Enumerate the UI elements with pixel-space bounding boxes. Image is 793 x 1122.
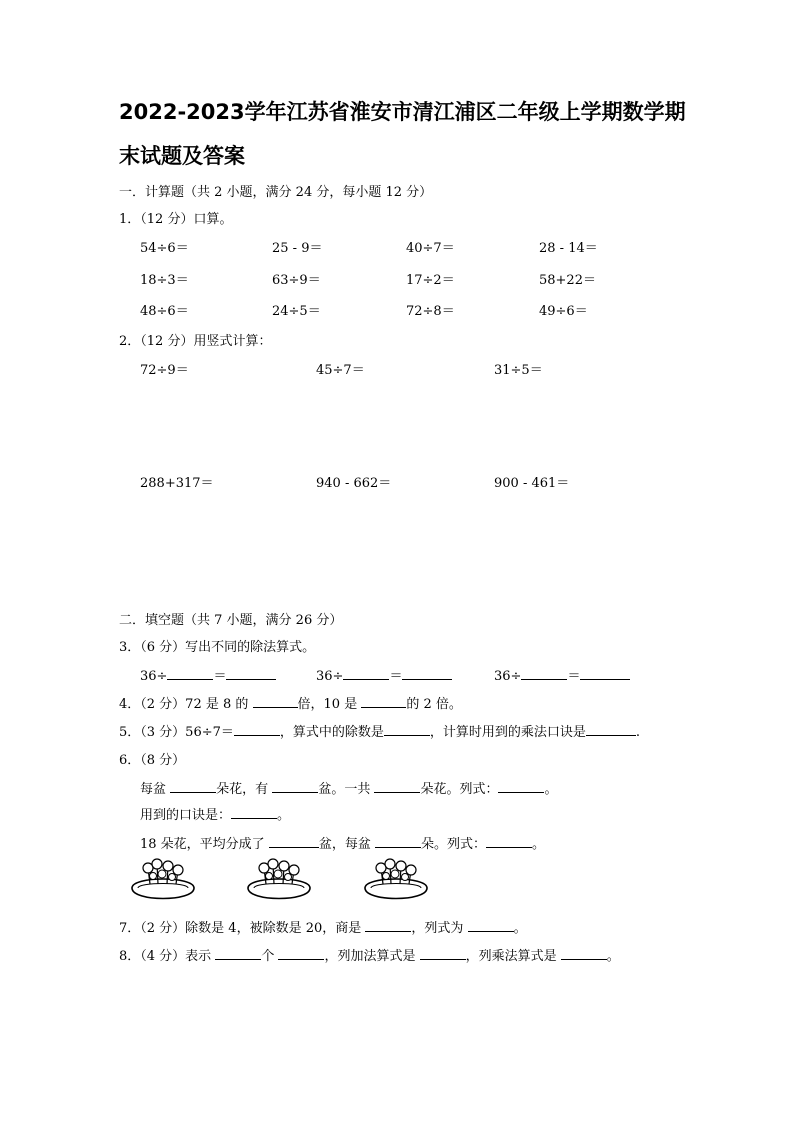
q1-item: 63÷9＝ (272, 273, 321, 288)
answer-blank[interactable] (420, 947, 466, 960)
q6-line3: 18 朵花，平均分成了 盆，每盆 朵。列式： 。 (140, 837, 546, 852)
q3-expression: 36÷ ＝ (494, 665, 630, 684)
q2-item: 31÷5＝ (494, 363, 543, 378)
q8-line: 8．（4 分）表示 个 ，列加法算式是 ，列乘法算式是 。 (119, 949, 620, 964)
q3-expression: 36÷ ＝ (140, 665, 276, 684)
q6-line1: 每盆 朵花，有 盆。一共 朵花。列式： 。 (140, 782, 558, 797)
q3-label: 3．（6 分）写出不同的除法算式。 (119, 640, 316, 655)
answer-blank[interactable] (167, 667, 213, 680)
flower-pots-illustration (130, 856, 430, 904)
q1-item: 18÷3＝ (140, 273, 189, 288)
document-title-line1: 2022-2023学年江苏省淮安市清江浦区二年级上学期数学期 (119, 100, 686, 124)
q1-item: 72÷8＝ (406, 304, 455, 319)
answer-blank[interactable] (498, 780, 544, 793)
answer-blank[interactable] (486, 835, 532, 848)
q6-label: 6．（8 分） (119, 753, 186, 768)
q1-item: 58+22＝ (539, 273, 596, 288)
q2-item: 72÷9＝ (140, 363, 189, 378)
q1-item: 24÷5＝ (272, 304, 321, 319)
answer-blank[interactable] (231, 806, 277, 819)
answer-blank[interactable] (269, 835, 319, 848)
q1-item: 54÷6＝ (140, 241, 189, 256)
section2-header: 二．填空题（共 7 小题，满分 26 分） (119, 613, 343, 628)
answer-blank[interactable] (272, 780, 318, 793)
q2-label: 2．（12 分）用竖式计算： (119, 334, 272, 349)
answer-blank[interactable] (468, 919, 514, 932)
q2-item: 940 - 662＝ (316, 476, 392, 491)
flower-pot-icon (132, 859, 194, 899)
section1-header: 一．计算题（共 2 小题，满分 24 分，每小题 12 分） (119, 185, 433, 200)
q1-label: 1．（12 分）口算。 (119, 212, 233, 227)
answer-blank[interactable] (561, 947, 607, 960)
answer-blank[interactable] (343, 667, 389, 680)
q1-item: 40÷7＝ (406, 241, 455, 256)
answer-blank[interactable] (170, 780, 216, 793)
q3-expression: 36÷ ＝ (316, 665, 452, 684)
q4-line: 4．（2 分）72 是 8 的 倍，10 是 的 2 倍。 (119, 697, 462, 712)
answer-blank[interactable] (253, 695, 298, 708)
answer-blank[interactable] (361, 695, 406, 708)
answer-blank[interactable] (234, 723, 280, 736)
answer-blank[interactable] (278, 947, 324, 960)
answer-blank[interactable] (215, 947, 261, 960)
answer-blank[interactable] (365, 919, 411, 932)
flower-pot-icon (248, 859, 310, 899)
answer-blank[interactable] (375, 835, 421, 848)
q2-item: 288+317＝ (140, 476, 214, 491)
q6-line2: 用到的口诀是： 。 (140, 808, 291, 823)
answer-blank[interactable] (384, 723, 430, 736)
answer-blank[interactable] (521, 667, 567, 680)
answer-blank[interactable] (226, 667, 276, 680)
q1-item: 49÷6＝ (539, 304, 588, 319)
q1-item: 48÷6＝ (140, 304, 189, 319)
answer-blank[interactable] (374, 780, 420, 793)
q2-item: 45÷7＝ (316, 363, 365, 378)
flower-pot-icon (365, 859, 427, 899)
q2-item: 900 - 461＝ (494, 476, 570, 491)
answer-blank[interactable] (586, 723, 636, 736)
q1-item: 17÷2＝ (406, 273, 455, 288)
answer-blank[interactable] (580, 667, 630, 680)
document-title-line2: 末试题及答案 (119, 144, 245, 168)
q5-line: 5．（3 分）56÷7＝ ，算式中的除数是 ，计算时用到的乘法口诀是 . (119, 725, 641, 740)
answer-blank[interactable] (402, 667, 452, 680)
q7-line: 7．（2 分）除数是 4，被除数是 20，商是 ，列式为 。 (119, 921, 527, 936)
q1-item: 25 - 9＝ (272, 241, 323, 256)
q1-item: 28 - 14＝ (539, 241, 598, 256)
